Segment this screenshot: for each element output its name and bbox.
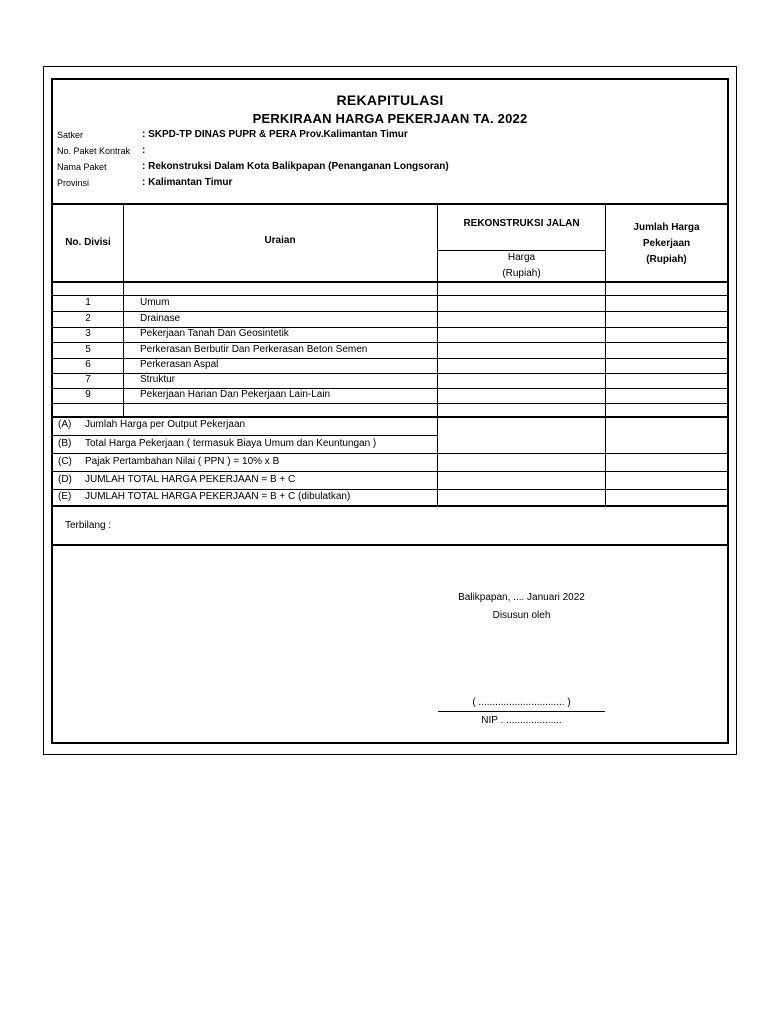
header-divider	[53, 203, 727, 205]
row-no: 7	[85, 374, 91, 385]
col-jumlah-harga: Jumlah Harga	[633, 222, 700, 233]
summary-line	[53, 435, 437, 436]
col-jumlah-pekerjaan: Pekerjaan	[642, 238, 691, 249]
row-uraian: Perkerasan Berbutir Dan Perkerasan Beton Semen	[140, 344, 368, 355]
row-uraian: Pekerjaan Harian Dan Pekerjaan Lain-Lain	[140, 389, 331, 400]
summary-code: (B)	[58, 438, 72, 449]
summary-text: Total Harga Pekerjaan ( termasuk Biaya Umum dan Keuntungan )	[85, 438, 377, 449]
row-no: 5	[85, 344, 91, 355]
table-head-divider	[53, 281, 727, 283]
place-date: Balikpapan, .... Januari 2022	[458, 592, 585, 603]
recap-form	[51, 78, 729, 744]
paket-kontrak-value: :	[142, 145, 146, 156]
nama-paket-label: Nama Paket	[57, 162, 107, 172]
summary-code: (D)	[58, 474, 72, 485]
row-no: 9	[85, 389, 91, 400]
body-divider	[53, 416, 727, 418]
summary-text: JUMLAH TOTAL HARGA PEKERJAAN = B + C	[85, 474, 296, 485]
form-title: REKAPITULASI	[336, 92, 444, 108]
paket-kontrak-label: No. Paket Kontrak	[57, 146, 131, 156]
col-divider	[437, 203, 438, 505]
row-uraian: Drainase	[140, 313, 181, 324]
provinsi-label: Provinsi	[57, 178, 90, 188]
provinsi-value: : Kalimantan Timur	[142, 177, 233, 188]
row-uraian: Perkerasan Aspal	[140, 359, 219, 370]
nama-paket-value: : Rekonstruksi Dalam Kota Balikpapan (Penanganan Longsoran)	[142, 161, 449, 172]
row-no: 2	[85, 313, 91, 324]
terbilang-bottom	[53, 544, 727, 546]
row-no: 3	[85, 328, 91, 339]
terbilang-label: Terbilang :	[65, 520, 112, 531]
prepared-by: Disusun oleh	[492, 610, 551, 621]
row-line	[53, 403, 727, 404]
summary-bottom	[53, 505, 727, 507]
summary-code: (E)	[58, 491, 72, 502]
summary-text: JUMLAH TOTAL HARGA PEKERJAAN = B + C (dibulatkan)	[85, 491, 351, 502]
form-subtitle: PERKIRAAN HARGA PEKERJAAN TA. 2022	[252, 111, 528, 126]
summary-code: (A)	[58, 419, 72, 430]
row-line	[53, 311, 727, 312]
summary-line	[53, 453, 727, 454]
summary-code: (C)	[58, 456, 72, 467]
summary-text: Jumlah Harga per Output Pekerjaan	[85, 419, 246, 430]
row-no: 6	[85, 359, 91, 370]
col-no-divisi: No. Divisi	[65, 237, 111, 248]
summary-line	[53, 489, 727, 490]
signature-line	[438, 711, 605, 712]
col-jumlah-unit: (Rupiah)	[646, 254, 687, 265]
row-uraian: Umum	[140, 297, 170, 308]
row-line	[53, 295, 727, 296]
row-no: 1	[85, 297, 91, 308]
row-uraian: Pekerjaan Tanah Dan Geosintetik	[140, 328, 289, 339]
rekon-sub-divider	[438, 250, 605, 251]
signatory-name: ( ............................... )	[472, 697, 571, 708]
col-harga-unit: (Rupiah)	[502, 268, 541, 279]
signatory-nip: NIP . ....................	[481, 715, 562, 726]
row-line	[53, 342, 727, 343]
satker-value: : SKPD-TP DINAS PUPR & PERA Prov.Kalimantan Timur	[142, 129, 408, 140]
summary-line	[53, 471, 727, 472]
col-harga: Harga	[507, 252, 536, 263]
page-bottom-rule	[43, 754, 737, 755]
row-uraian: Struktur	[140, 374, 176, 385]
satker-label: Satker	[57, 130, 84, 140]
col-uraian: Uraian	[264, 235, 296, 246]
col-rekonstruksi-jalan: REKONSTRUKSI JALAN	[463, 218, 580, 229]
summary-text: Pajak Pertambahan Nilai ( PPN ) = 10% x B	[85, 456, 280, 467]
